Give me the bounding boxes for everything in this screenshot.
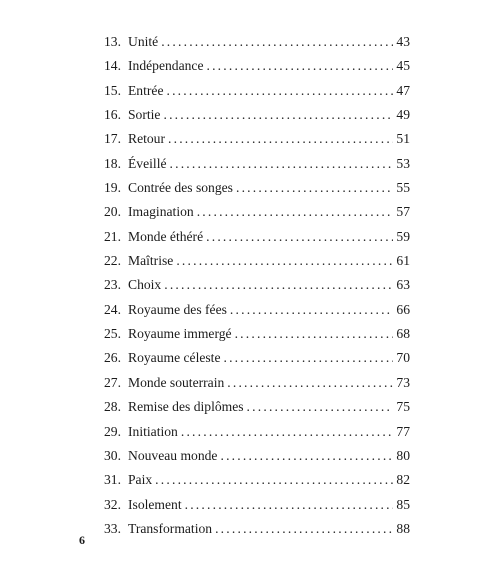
toc-entry-page: 75 <box>396 399 410 415</box>
toc-entry-16[interactable] <box>104 103 410 127</box>
dot-leader <box>215 517 393 541</box>
toc-entry-number: 18. <box>104 155 121 171</box>
toc-entry-title: Retour <box>128 131 165 147</box>
toc-entry-title: Éveillé <box>128 155 167 171</box>
toc-entry-title: Monde éthéré <box>128 228 204 244</box>
toc-entry-page: 82 <box>396 472 410 488</box>
dot-leader <box>176 249 393 273</box>
toc-entry-title: Remise des diplômes <box>128 399 244 415</box>
toc-entry-page: 63 <box>396 277 410 293</box>
toc-entry-32[interactable] <box>104 493 410 517</box>
toc-entry-page: 43 <box>396 34 410 49</box>
toc-entry-number: 19. <box>104 180 121 196</box>
toc-entry-page: 66 <box>396 301 410 317</box>
dot-leader <box>235 322 394 346</box>
toc-entry-23[interactable] <box>104 273 410 297</box>
toc-entry-18[interactable] <box>104 152 410 176</box>
toc-entry-27[interactable] <box>104 371 410 395</box>
toc-entry-page: 88 <box>396 520 410 536</box>
toc-entry-title: Royaume céleste <box>128 350 221 366</box>
page-number: 6 <box>79 533 85 547</box>
toc-entry-number: 22. <box>104 253 121 269</box>
toc-entry-25[interactable] <box>104 322 410 346</box>
toc-entry-number: 15. <box>104 82 121 98</box>
toc-entry-13[interactable] <box>104 30 410 54</box>
dot-leader <box>181 420 394 444</box>
toc-entry-20[interactable] <box>104 200 410 224</box>
toc-entry-number: 17. <box>104 131 121 147</box>
toc-entry-title: Initiation <box>128 423 178 439</box>
toc-entry-29[interactable] <box>104 420 410 444</box>
toc-entry-number: 32. <box>104 496 121 512</box>
dot-leader <box>164 273 393 297</box>
toc-entry-number: 23. <box>104 277 121 293</box>
toc-entry-page: 73 <box>396 374 410 390</box>
toc-entry-number: 30. <box>104 447 121 463</box>
toc-entry-number: 29. <box>104 423 121 439</box>
toc-entry-page: 59 <box>396 228 410 244</box>
dot-leader <box>166 79 393 103</box>
dot-leader <box>185 493 394 517</box>
toc-entry-number: 25. <box>104 326 121 342</box>
toc-entry-page: 85 <box>396 496 410 512</box>
dot-leader <box>227 371 393 395</box>
toc-entry-30[interactable] <box>104 444 410 468</box>
toc-entry-number: 20. <box>104 204 121 220</box>
toc-entry-number: 14. <box>104 58 121 74</box>
toc-entry-page: 47 <box>396 82 410 98</box>
toc-entry-17[interactable] <box>104 127 410 151</box>
toc-entry-page: 77 <box>396 423 410 439</box>
dot-leader <box>206 54 393 78</box>
toc-entry-title: Unité <box>128 34 159 49</box>
toc-entry-21[interactable] <box>104 225 410 249</box>
dot-leader <box>163 103 393 127</box>
toc-entry-number: 16. <box>104 107 121 123</box>
toc-entry-number: 13. <box>104 34 121 49</box>
dot-leader <box>223 346 393 370</box>
toc-entry-number: 28. <box>104 399 121 415</box>
dot-leader <box>230 298 394 322</box>
dot-leader <box>155 468 393 492</box>
toc-entry-title: Entrée <box>128 82 164 98</box>
dot-leader <box>206 225 393 249</box>
toc-entry-14[interactable] <box>104 54 410 78</box>
toc-entry-title: Nouveau monde <box>128 447 218 463</box>
dot-leader <box>170 152 394 176</box>
toc-entry-24[interactable] <box>104 298 410 322</box>
dot-leader <box>236 176 393 200</box>
toc-entry-title: Maîtrise <box>128 253 174 269</box>
toc-entry-title: Indépendance <box>128 58 204 74</box>
toc-entry-title: Transformation <box>128 520 213 536</box>
toc-entry-page: 49 <box>396 107 410 123</box>
toc-entry-title: Sortie <box>128 107 161 123</box>
toc-entry-number: 27. <box>104 374 121 390</box>
toc-entry-number: 33. <box>104 520 121 536</box>
toc-entry-number: 24. <box>104 301 121 317</box>
toc-entry-31[interactable] <box>104 468 410 492</box>
toc-entry-number: 21. <box>104 228 121 244</box>
toc-entry-title: Imagination <box>128 204 194 220</box>
toc-entry-28[interactable] <box>104 395 410 419</box>
toc-entry-number: 26. <box>104 350 121 366</box>
toc-entry-33[interactable] <box>104 517 410 541</box>
toc-entry-19[interactable] <box>104 176 410 200</box>
toc-entry-number: 31. <box>104 472 121 488</box>
dot-leader <box>161 30 393 54</box>
toc-entry-page: 80 <box>396 447 410 463</box>
toc-entry-page: 53 <box>396 155 410 171</box>
table-of-contents <box>104 30 410 541</box>
toc-entry-15[interactable] <box>104 79 410 103</box>
toc-entry-page: 51 <box>396 131 410 147</box>
toc-entry-page: 61 <box>396 253 410 269</box>
dot-leader <box>197 200 394 224</box>
toc-entry-title: Paix <box>128 472 153 488</box>
dot-leader <box>168 127 393 151</box>
toc-entry-page: 55 <box>396 180 410 196</box>
dot-leader <box>220 444 393 468</box>
toc-entry-title: Royaume immergé <box>128 326 232 342</box>
toc-entry-page: 68 <box>396 326 410 342</box>
toc-entry-22[interactable] <box>104 249 410 273</box>
dot-leader <box>247 395 394 419</box>
toc-entry-title: Royaume des fées <box>128 301 227 317</box>
toc-entry-title: Choix <box>128 277 162 293</box>
toc-entry-title: Contrée des songes <box>128 180 233 196</box>
toc-entry-title: Isolement <box>128 496 182 512</box>
toc-entry-title: Monde souterrain <box>128 374 225 390</box>
toc-entry-page: 45 <box>396 58 410 74</box>
toc-entry-page: 70 <box>396 350 410 366</box>
toc-entry-26[interactable] <box>104 346 410 370</box>
toc-entry-page: 57 <box>396 204 410 220</box>
